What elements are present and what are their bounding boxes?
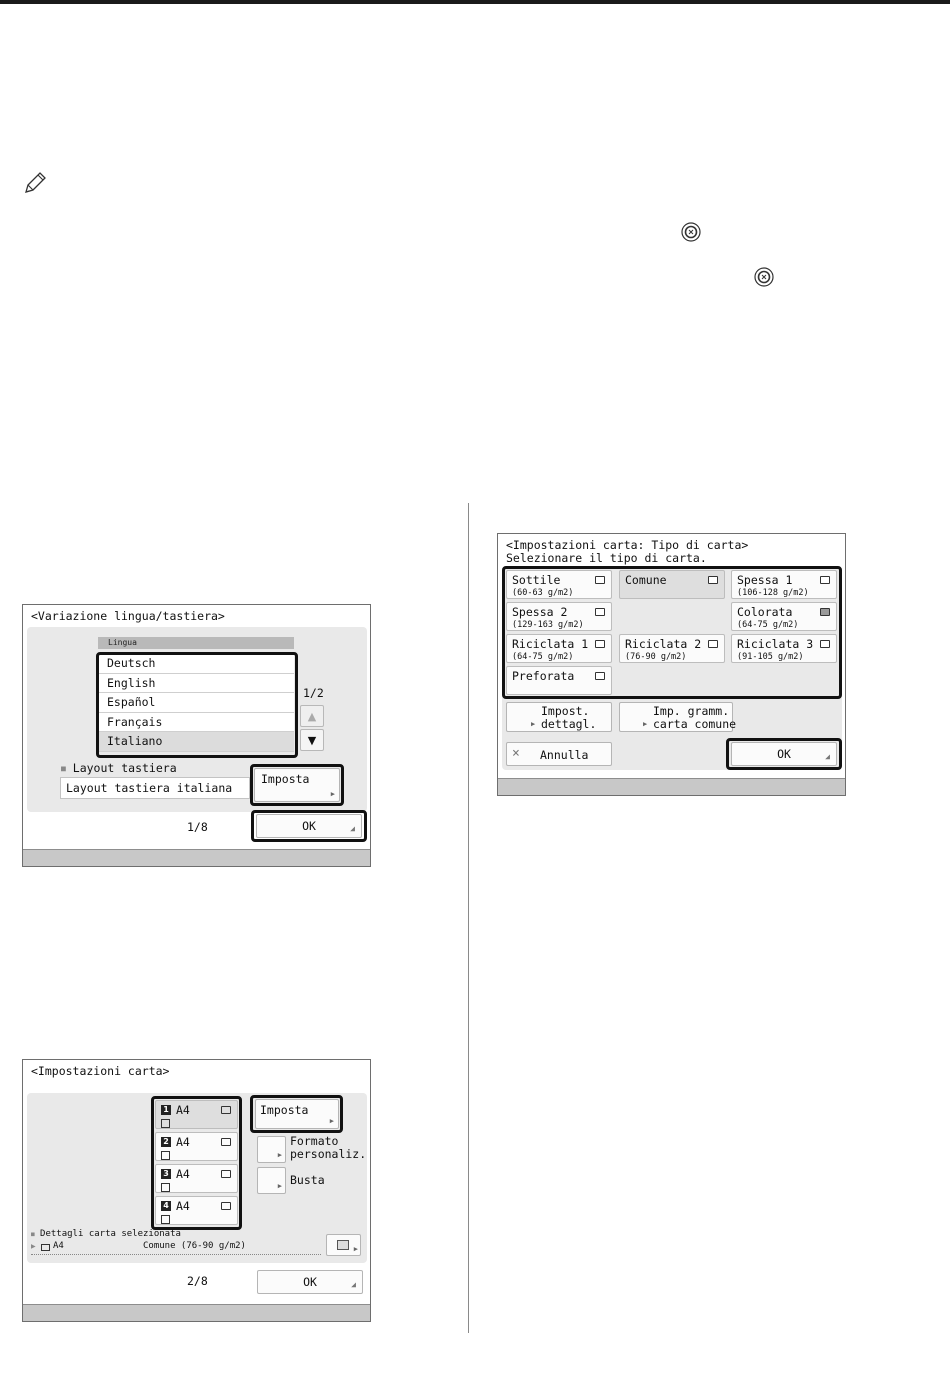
language-item-selected[interactable]: Italiano [99,732,294,752]
arrow-right-icon: ▶ [31,1243,36,1250]
paper-icon [595,576,605,584]
paper-drawer-3[interactable]: 3 A4 [155,1164,238,1193]
layout-label: ■ Layout tastiera [61,761,177,775]
ok-button[interactable]: OK ◢ [257,1270,363,1294]
status-bar [23,1304,370,1321]
enter-icon: ◢ [825,752,830,761]
paper-type-preforata[interactable]: Preforata [506,666,612,695]
bullet-icon: ■ [31,1231,35,1238]
top-rule [0,0,950,4]
scroll-up-button[interactable] [300,705,324,727]
arrow-right-icon: ▶ [277,1182,282,1190]
paper-icon [221,1138,231,1146]
close-icon: × [512,746,520,761]
bullet-icon: ■ [61,764,66,773]
set-button[interactable]: Imposta ▶ [254,768,340,802]
set-button[interactable]: Imposta ▶ [255,1099,339,1129]
paper-type-sottile[interactable]: Sottile (60-63 g/m2) [506,570,612,599]
envelope-label: Busta [290,1173,325,1187]
ok-button[interactable]: OK ◢ [256,814,362,838]
paper-icon [708,576,718,584]
enter-icon: ◢ [351,1280,356,1289]
selected-paper-details-label: ■ Dettagli carta selezionata [31,1229,181,1239]
recycled-paper-icon [708,640,718,648]
language-item[interactable]: Français [99,713,294,733]
triangle-up-icon: ▲ [307,709,317,723]
paper-stack-icon [161,1183,170,1192]
page-counter: 2/8 [187,1274,208,1288]
paper-type-riciclata-3[interactable]: Riciclata 3 (91-105 g/m2) [731,634,837,663]
paper-type-riciclata-2[interactable]: Riciclata 2 (76-90 g/m2) [619,634,725,663]
paper-drawer-2[interactable]: 2 A4 [155,1132,238,1161]
language-list [99,654,294,752]
recycled-paper-icon [595,640,605,648]
paper-icon [221,1106,231,1114]
ok-button[interactable]: OK ◢ [731,742,837,766]
arrow-right-icon: ▶ [531,720,536,728]
paper-stack-icon [161,1119,170,1128]
paper-icon [41,1244,50,1251]
layout-value-field[interactable] [60,777,250,799]
pencil-icon [22,170,48,196]
cancel-button[interactable]: × Annulla [506,742,612,766]
recycled-paper-icon [820,640,830,648]
punched-paper-icon [595,672,605,680]
detail-settings-button[interactable]: Impost. dettagl. ▶ [506,702,612,732]
paper-type-spessa-1[interactable]: Spessa 1 (106-128 g/m2) [731,570,837,599]
paper-icon [221,1202,231,1210]
paper-type-spessa-2[interactable]: Spessa 2 (129-163 g/m2) [506,602,612,631]
language-item[interactable]: Español [99,693,294,713]
arrow-right-icon: ▶ [277,1151,282,1159]
paper-icon [595,608,605,616]
triangle-down-icon: ▼ [307,733,317,747]
paper-icon [820,576,830,584]
screen-title: <Variazione lingua/tastiera> [31,609,225,623]
page-counter: 1/8 [187,820,208,834]
paper-stack-icon [161,1151,170,1160]
language-item[interactable]: English [99,674,294,694]
scroll-down-button[interactable] [300,729,324,751]
paper-drawer-4[interactable]: 4 A4 [155,1196,238,1225]
envelope-button[interactable] [257,1167,286,1194]
paper-drawer-1[interactable]: 1 A4 [155,1100,238,1129]
screen-title: <Impostazioni carta> [31,1064,170,1078]
status-bar [498,778,845,795]
arrow-right-icon: ▶ [329,1117,334,1125]
screen-title: <Impostazioni carta: Tipo di carta> [506,538,749,552]
reset-key-icon [681,222,701,242]
paper-icon [820,608,830,616]
arrow-right-icon: ▶ [643,720,648,728]
custom-size-button[interactable] [257,1136,286,1163]
arrow-right-icon: ▶ [330,790,335,798]
paper-type-colorata[interactable]: Colorata (64-75 g/m2) [731,602,837,631]
arrow-right-icon: ▶ [353,1245,358,1253]
paper-icon [221,1170,231,1178]
selected-paper-details-row: ▶ A4 Comune (76-90 g/m2) [31,1241,321,1255]
settings-icon [337,1240,349,1250]
list-page-indicator: 1/2 [303,686,324,700]
enter-icon: ◢ [350,824,355,833]
paper-type-riciclata-1[interactable]: Riciclata 1 (64-75 g/m2) [506,634,612,663]
language-list-header: Lingua [98,637,294,649]
column-divider [468,503,469,1333]
paper-detail-button[interactable] [326,1234,361,1256]
status-bar [23,849,370,866]
screen-subtitle: Selezionare il tipo di carta. [506,551,707,565]
custom-size-label: Formato personaliz. [290,1134,367,1161]
paper-stack-icon [161,1215,170,1224]
layout-value: Layout tastiera italiana [66,781,233,795]
plain-paper-grammage-button[interactable]: Imp. gramm. carta comune ▶ [619,702,733,732]
paper-type-comune[interactable]: Comune [619,570,725,599]
language-item[interactable]: Deutsch [99,654,294,674]
reset-key-icon [754,267,774,287]
